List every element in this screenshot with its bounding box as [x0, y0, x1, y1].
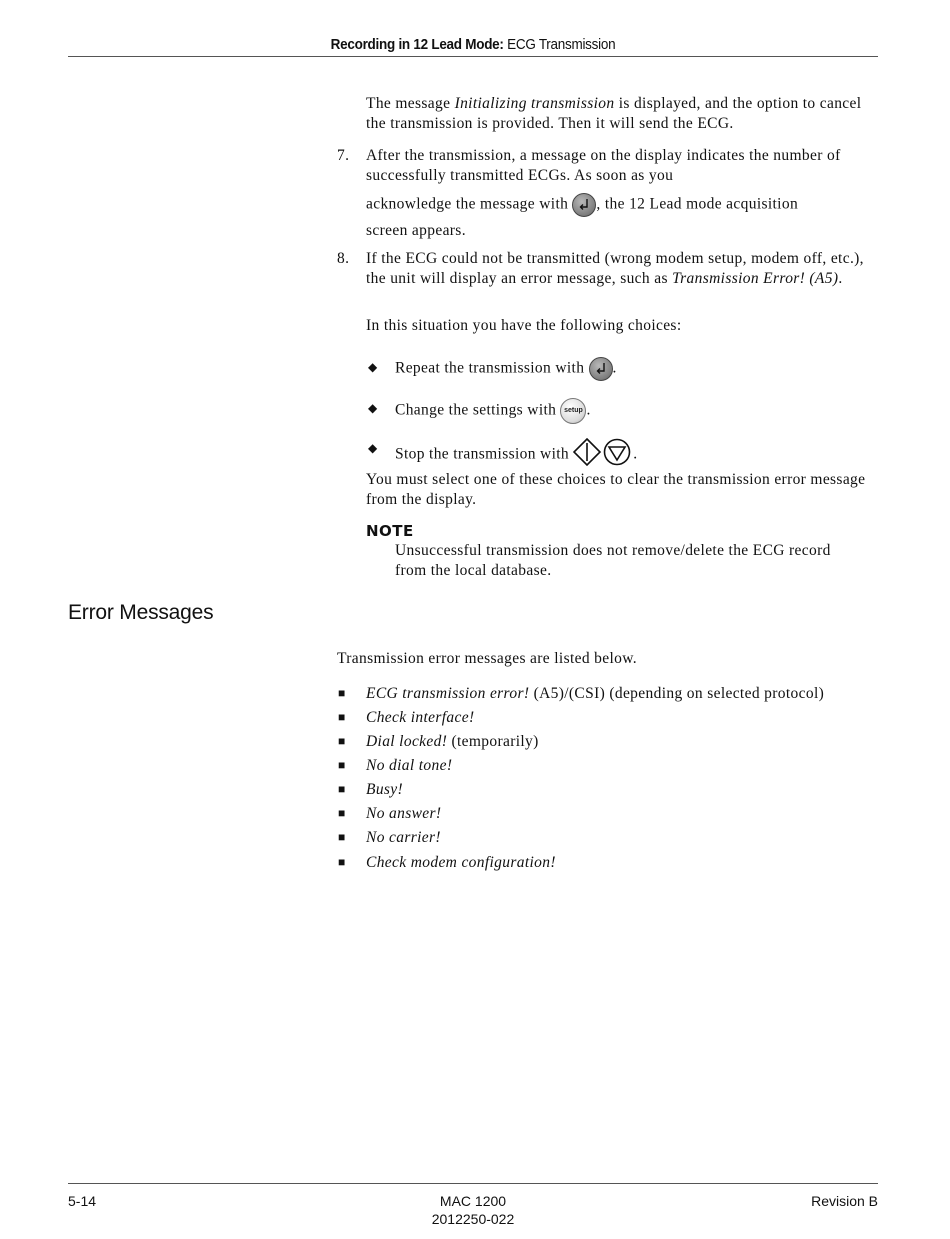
- enter-key-icon: [589, 357, 613, 381]
- header-title-bold: Recording in 12 Lead Mode:: [330, 36, 504, 53]
- error-item: [366, 853, 881, 873]
- intro-text: The message: [366, 95, 455, 112]
- square-bullet: ■: [338, 782, 346, 796]
- choice-settings-end: .: [586, 401, 591, 419]
- intro-italic: Initializing transmission: [454, 95, 615, 112]
- error-item-name: Dial locked!: [366, 733, 448, 750]
- section-heading-error-messages: Error Messages: [68, 601, 214, 624]
- stop-key-icon: [573, 438, 633, 472]
- error-item-name: No answer!: [366, 805, 442, 822]
- square-bullet: ■: [338, 710, 346, 724]
- step-7-number: 7.: [337, 147, 350, 164]
- diamond-bullet: ◆: [368, 441, 378, 455]
- step-8-body: If the ECG could not be transmitted (wrong modem setup, modem off, etc.), the unit will display an error message, such as: [366, 250, 864, 287]
- square-bullet: ■: [338, 830, 346, 844]
- step-7-line-2: [366, 193, 881, 217]
- error-item: [366, 828, 881, 848]
- square-bullet: ■: [338, 855, 346, 869]
- choice-repeat-end: .: [612, 359, 617, 377]
- error-item: [366, 780, 881, 800]
- diamond-bullet: ◆: [368, 401, 378, 415]
- choice-stop-text: Stop the transmission with: [395, 445, 574, 463]
- step-7-acquisition-text: , the 12 Lead mode acquisition: [596, 195, 799, 213]
- choice-settings-text: Change the settings with: [395, 401, 561, 419]
- error-item: [366, 804, 881, 824]
- setup-key-icon: setup: [560, 398, 586, 424]
- choices-intro: In this situation you have the following choices:: [366, 317, 682, 334]
- step-7-text: After the transmission, a message on the display indicates the number of successfully transmitted ECGs. As soon as you: [366, 147, 841, 184]
- error-item: [366, 708, 881, 728]
- error-item-name: Busy!: [366, 781, 404, 798]
- square-bullet: ■: [338, 758, 346, 772]
- header-title-rest: ECG Transmission: [503, 36, 616, 53]
- note-title: NOTE: [366, 522, 414, 540]
- error-item-name: ECG transmission error!: [366, 685, 530, 702]
- step-8-error-example: Transmission Error! (A5): [672, 269, 839, 287]
- step-7-line-3: screen appears.: [366, 222, 466, 239]
- note-text: Unsuccessful transmission does not remove/delete the ECG record from the local database.: [395, 542, 831, 579]
- error-item-name: Check modem configuration!: [366, 854, 556, 871]
- select-choice-note: You must select one of these choices to clear the transmission error message from the display.: [366, 471, 866, 508]
- step-7-acknowledge-text: acknowledge the message with: [366, 195, 573, 213]
- footer-product: MAC 1200: [439, 1193, 507, 1209]
- step-8-end: .: [838, 269, 843, 287]
- running-header: [109, 36, 838, 53]
- choice-stop: [395, 438, 875, 472]
- choice-repeat: [395, 357, 875, 381]
- footer-revision: Revision B: [811, 1193, 878, 1209]
- choice-settings: [395, 398, 875, 424]
- error-item-detail: (A5)/(CSI) (depending on selected protocol): [529, 685, 825, 702]
- error-item: [366, 684, 881, 704]
- diamond-bullet: ◆: [368, 360, 378, 374]
- error-item-name: No dial tone!: [366, 757, 453, 774]
- footer-rule: [68, 1183, 878, 1184]
- square-bullet: ■: [338, 734, 346, 748]
- intro-paragraph: [366, 94, 881, 133]
- square-bullet: ■: [338, 806, 346, 820]
- footer-page-number: 5-14: [68, 1193, 97, 1209]
- error-item: [366, 732, 881, 752]
- error-section-intro: Transmission error messages are listed below.: [337, 650, 638, 667]
- choice-stop-end: .: [633, 445, 638, 463]
- intro-text-end: is displayed, and the option to cancel the transmission is provided. Then it will send the ECG.: [366, 95, 862, 132]
- header-rule: [68, 56, 878, 57]
- square-bullet: ■: [338, 686, 346, 700]
- choice-repeat-text: Repeat the transmission with: [395, 359, 589, 377]
- footer-doc-number: 2012250-022: [431, 1211, 515, 1227]
- error-item: [366, 756, 881, 776]
- error-item-detail: (temporarily): [447, 733, 539, 750]
- error-item-name: No carrier!: [366, 829, 441, 846]
- step-8-number: 8.: [337, 250, 350, 267]
- error-item-name: Check interface!: [366, 709, 475, 726]
- step-8-text: [366, 249, 881, 288]
- enter-key-icon: [572, 193, 596, 217]
